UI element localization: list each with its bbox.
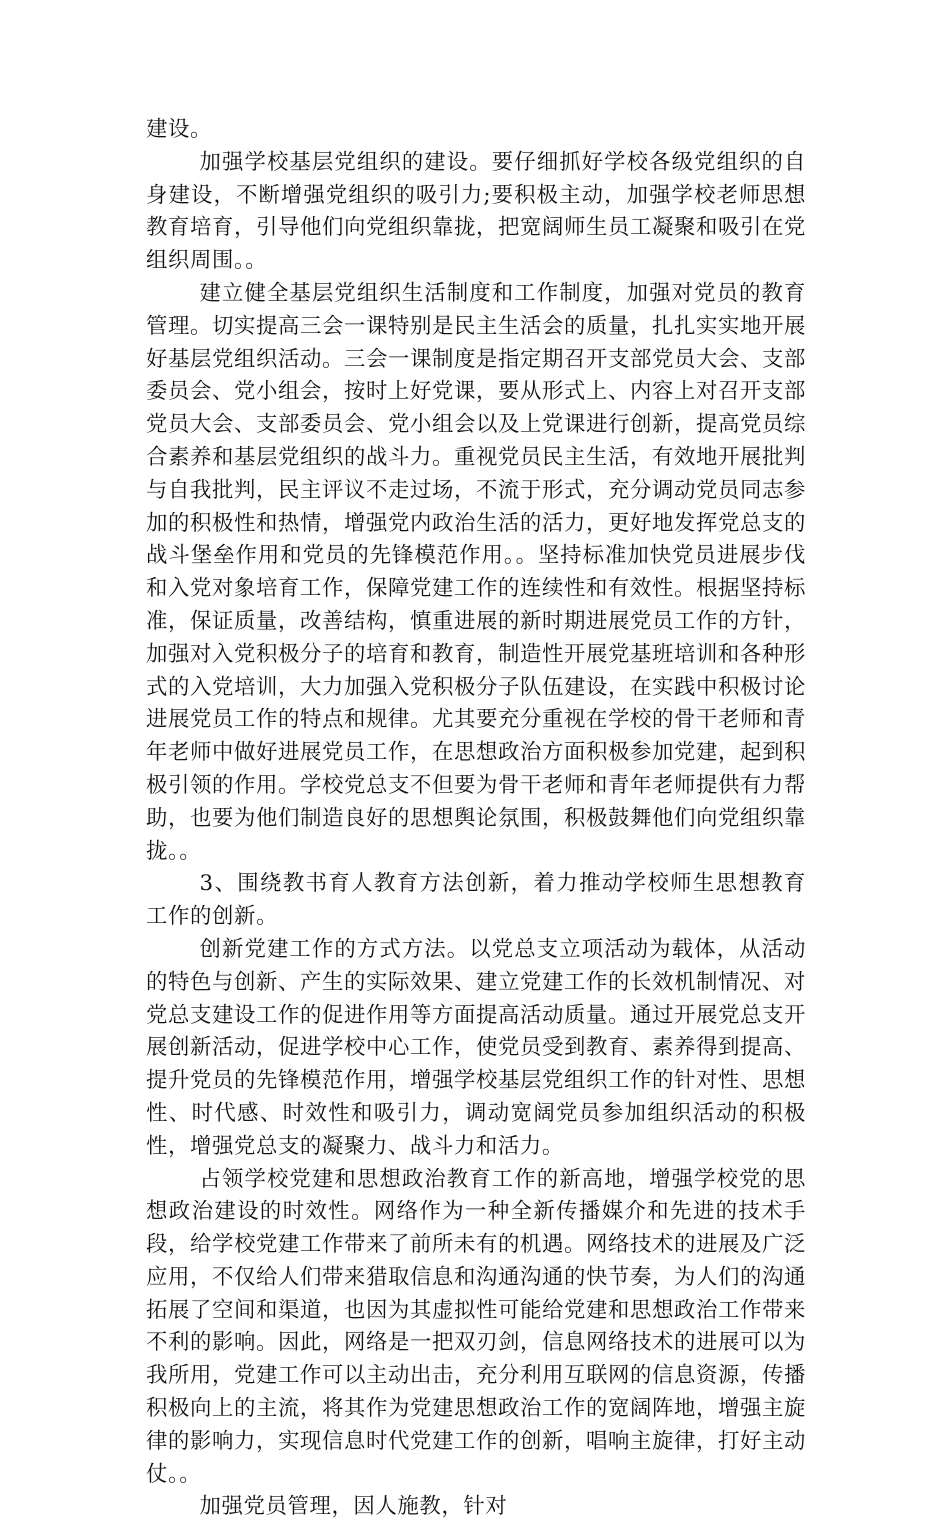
paragraph-innovation-methods: 创新党建工作的方式方法。以党总支立项活动为载体，从活动的特色与创新、产生的实际效果、建立党建工作的长效机制情况、对党总支建设工作的促进作用等方面提高活动质量。通过开展党总支开展创新活动，促进学校中心工作，使党员受到教育、素养得到提高、提升党员的先锋模范作用，增强学校基层党组织工作的针对性、思想性、时代感、时效性和吸引力，调动宽阔党员参加组织活动的积极性，增强党总支的凝聚力、战斗力和活力。 xyxy=(146,936,806,1159)
paragraph-party-organization: 加强学校基层党组织的建设。要仔细抓好学校各级党组织的自身建设，不断增强党组织的吸引力;要积极主动，加强学校老师思想教育培育，引导他们向党组织靠拢，把宽阔师生员工凝聚和吸引在党组织周围。。 xyxy=(146,149,806,274)
paragraph-network-highland: 占领学校党建和思想政治教育工作的新高地，增强学校党的思想政治建设的时效性。网络作为一种全新传播媒介和先进的技术手段，给学校党建工作带来了前所未有的机遇。网络技术的进展及广泛应用，不仅给人们带来猎取信息和沟通沟通的快节奏，为人们的沟通拓展了空间和渠道，也因为其虚拟性可能给党建和思想政治工作带来不利的影响。因此，网络是一把双刃剑，信息网络技术的进展可以为我所用，党建工作可以主动出击，充分利用互联网的信息资源，传播积极向上的主流，将其作为党建思想政治工作的宽阔阵地，增强主旋律的影响力，实现信息时代党建工作的创新，唱响主旋律，打好主动仗。。 xyxy=(146,1166,806,1487)
section-heading-3: 3、围绕教书育人教育方法创新，着力推动学校师生思想教育工作的创新。 xyxy=(146,871,806,930)
paragraph-continuation: 建设。 xyxy=(146,117,212,142)
document-body xyxy=(146,114,806,1524)
paragraph-system-building: 建立健全基层党组织生活制度和工作制度，加强对党员的教育管理。切实提高三会一课特别是民主生活会的质量，扎扎实实地开展好基层党组织活动。三会一课制度是指定期召开支部党员大会、支部委员会、党小组会，按时上好党课，要从形式上、内容上对召开支部党员大会、支部委员会、党小组会以及上党课进行创新，提高党员综合素养和基层党组织的战斗力。重视党员民主生活，有效地开展批判与自我批判，民主评议不走过场，不流于形式，充分调动党员同志参加的积极性和热情，增强党内政治生活的活力，更好地发挥党总支的战斗堡垒作用和党员的先锋模范作用。。坚持标准加快党员进展步伐和入党对象培育工作，保障党建工作的连续性和有效性。根据坚持标准，保证质量，改善结构，慎重进展的新时期进展党员工作的方针，加强对入党积极分子的培育和教育，制造性开展党基班培训和各种形式的入党培训，大力加强入党积极分子队伍建设，在实践中积极讨论进展党员工作的特点和规律。尤其要充分重视在学校的骨干老师和青年老师中做好进展党员工作，在思想政治方面积极参加党建，起到积极引领的作用。学校党总支不但要为骨干老师和青年老师提供有力帮助，也要为他们制造良好的思想舆论氛围，积极鼓舞他们向党组织靠拢。。 xyxy=(146,280,806,864)
paragraph-member-management: 加强党员管理，因人施教，针对 xyxy=(199,1494,508,1520)
